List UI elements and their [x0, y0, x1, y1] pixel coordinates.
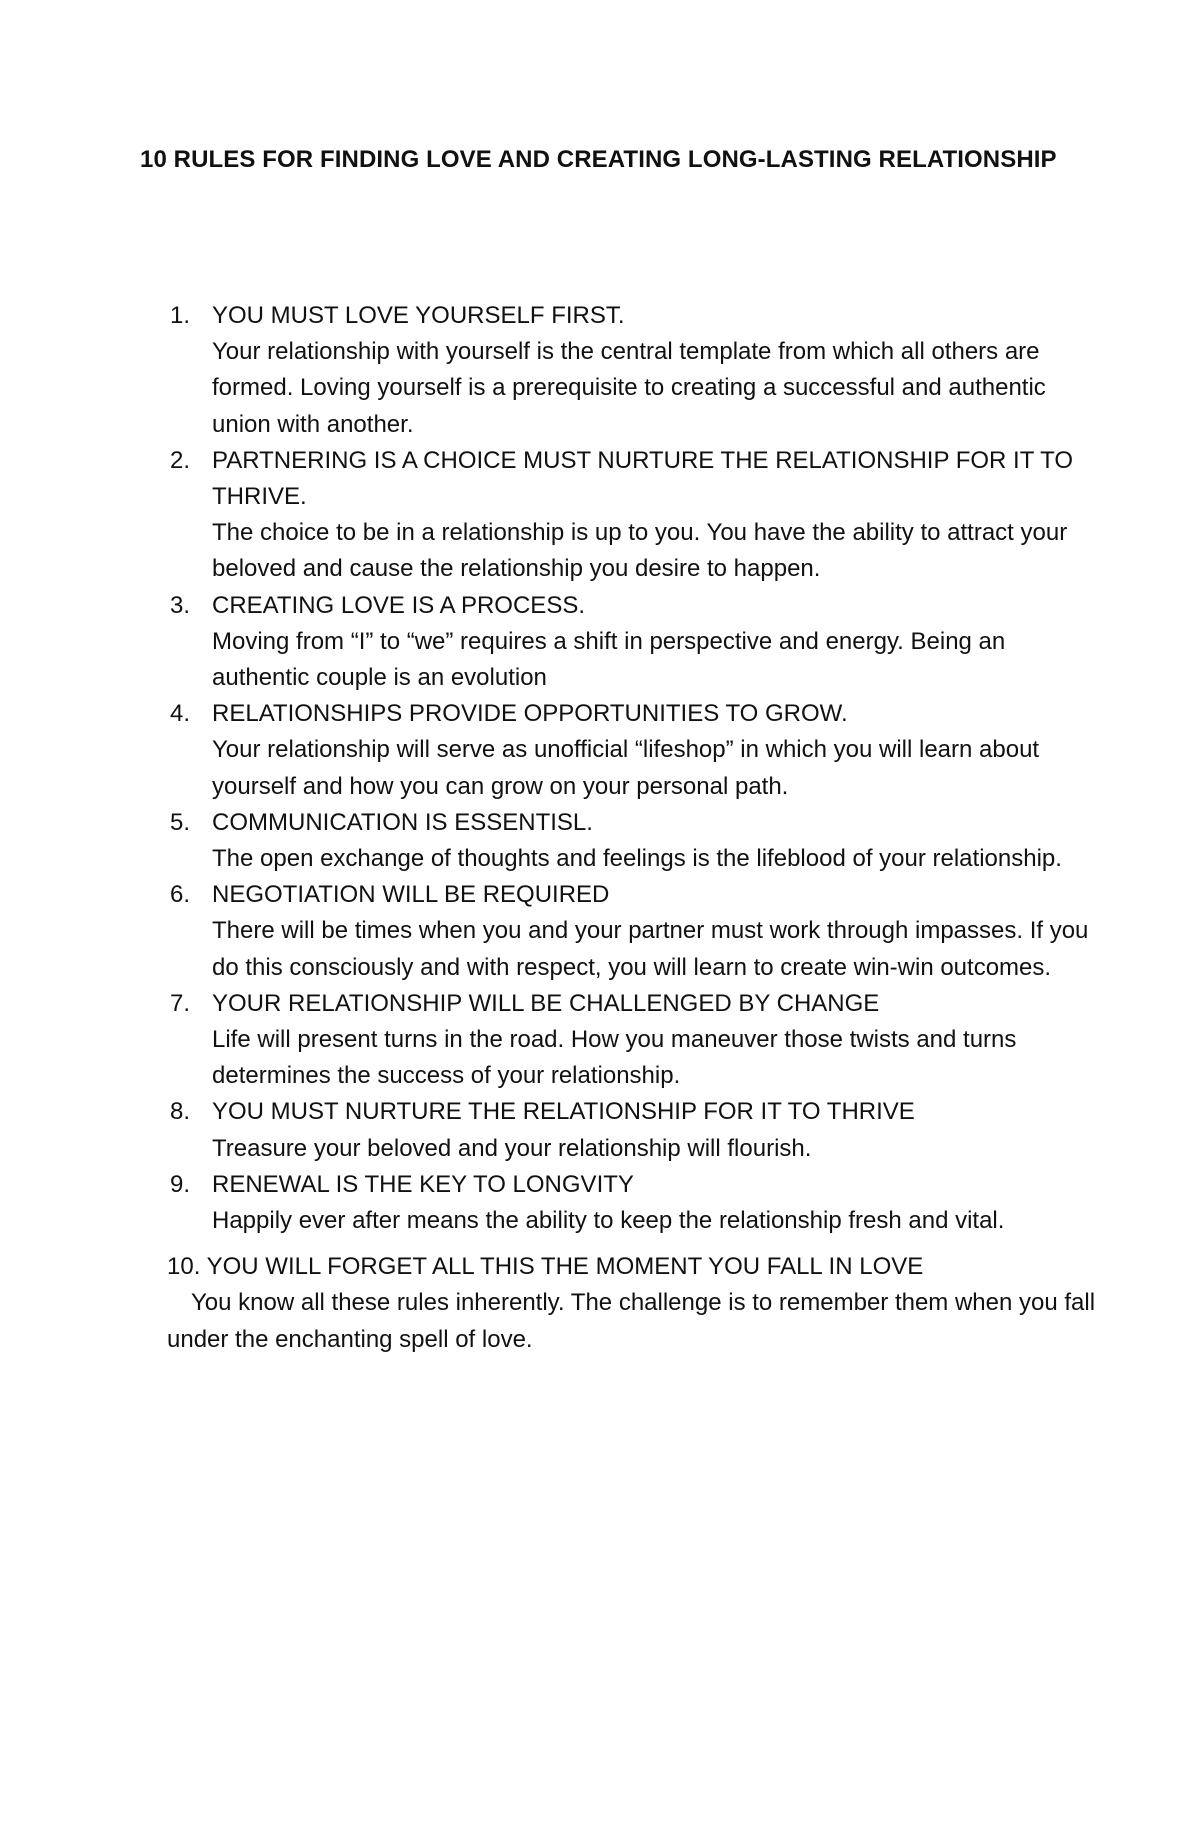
rule-body: Treasure your beloved and your relationship will flourish. — [212, 1134, 812, 1162]
rule-body: Your relationship will serve as unofficial “lifeshop” in which you will learn about yourself and how you can grow on your personal path. — [212, 736, 1040, 800]
rule-heading: NEGOTIATION WILL BE REQUIRED — [212, 881, 610, 909]
rule-body: There will be times when you and your partner must work through impasses. If you do this consciously and with respect, you will learn to create win-win outcomes. — [212, 917, 1089, 981]
rule-number: 8. — [170, 1098, 191, 1126]
rule-item — [170, 443, 1100, 588]
rule-item — [170, 298, 1100, 443]
rule-body: The open exchange of thoughts and feelings is the lifeblood of your relationship. — [212, 845, 1062, 873]
rule-item — [167, 1249, 1100, 1358]
rule-body: You know all these rules inherently. The challenge is to remember them when you fall under the enchanting spell of love. — [167, 1289, 1096, 1353]
rule-heading: YOU MUST NURTURE THE RELATIONSHIP FOR IT TO THRIVE — [212, 1098, 915, 1126]
rule-number: 9. — [170, 1170, 191, 1198]
rule-body: Happily ever after means the ability to keep the relationship fresh and vital. — [212, 1207, 1005, 1235]
rule-number: 4. — [170, 700, 191, 728]
rule-heading: RELATIONSHIPS PROVIDE OPPORTUNITIES TO GROW. — [212, 700, 848, 728]
rule-body: Moving from “I” to “we” requires a shift in perspective and energy. Being an authentic couple is an evolution — [212, 627, 1006, 692]
document-title: 10 RULES FOR FINDING LOVE AND CREATING LONG-LASTING RELATIONSHIP — [140, 146, 1057, 173]
rule-number: 3. — [170, 591, 191, 619]
rule-heading: YOU MUST LOVE YOURSELF FIRST. — [212, 302, 625, 329]
rules-list — [167, 298, 1100, 1358]
rule-number: 5. — [170, 808, 191, 836]
rule-body: The choice to be in a relationship is up to you. You have the ability to attract your beloved and cause the relationship you desire to happen. — [212, 519, 1068, 583]
rule-number: 1. — [170, 302, 191, 329]
rule-item — [170, 1094, 1100, 1166]
rule-item — [170, 588, 1100, 697]
rule-number: 7. — [170, 989, 191, 1017]
rule-heading: COMMUNICATION IS ESSENTISL. — [212, 808, 593, 836]
rule-number: 2. — [170, 446, 191, 474]
rule-heading: RENEWAL IS THE KEY TO LONGVITY — [212, 1170, 634, 1198]
rule-body: Your relationship with yourself is the central template from which all others are formed. Loving yourself is a prerequisite to creating a successful and authentic union with another. — [212, 338, 1046, 438]
rule-heading: PARTNERING IS A CHOICE MUST NURTURE THE RELATIONSHIP FOR IT TO THRIVE. — [212, 446, 1074, 511]
rule-item — [170, 805, 1100, 877]
rule-heading: CREATING LOVE IS A PROCESS. — [212, 591, 585, 619]
rule-number: 6. — [170, 881, 191, 909]
rule-item — [170, 877, 1100, 986]
rule-heading: YOUR RELATIONSHIP WILL BE CHALLENGED BY CHANGE — [212, 989, 880, 1017]
rule-item — [170, 696, 1100, 805]
rule-body: Life will present turns in the road. How you maneuver those twists and turns determines the success of your relationship. — [212, 1026, 1017, 1090]
rule-item — [170, 986, 1100, 1095]
rule-heading: YOU WILL FORGET ALL THIS THE MOMENT YOU FALL IN LOVE — [206, 1253, 924, 1281]
rule-number: 10. — [167, 1253, 201, 1281]
rule-item — [170, 1167, 1100, 1239]
